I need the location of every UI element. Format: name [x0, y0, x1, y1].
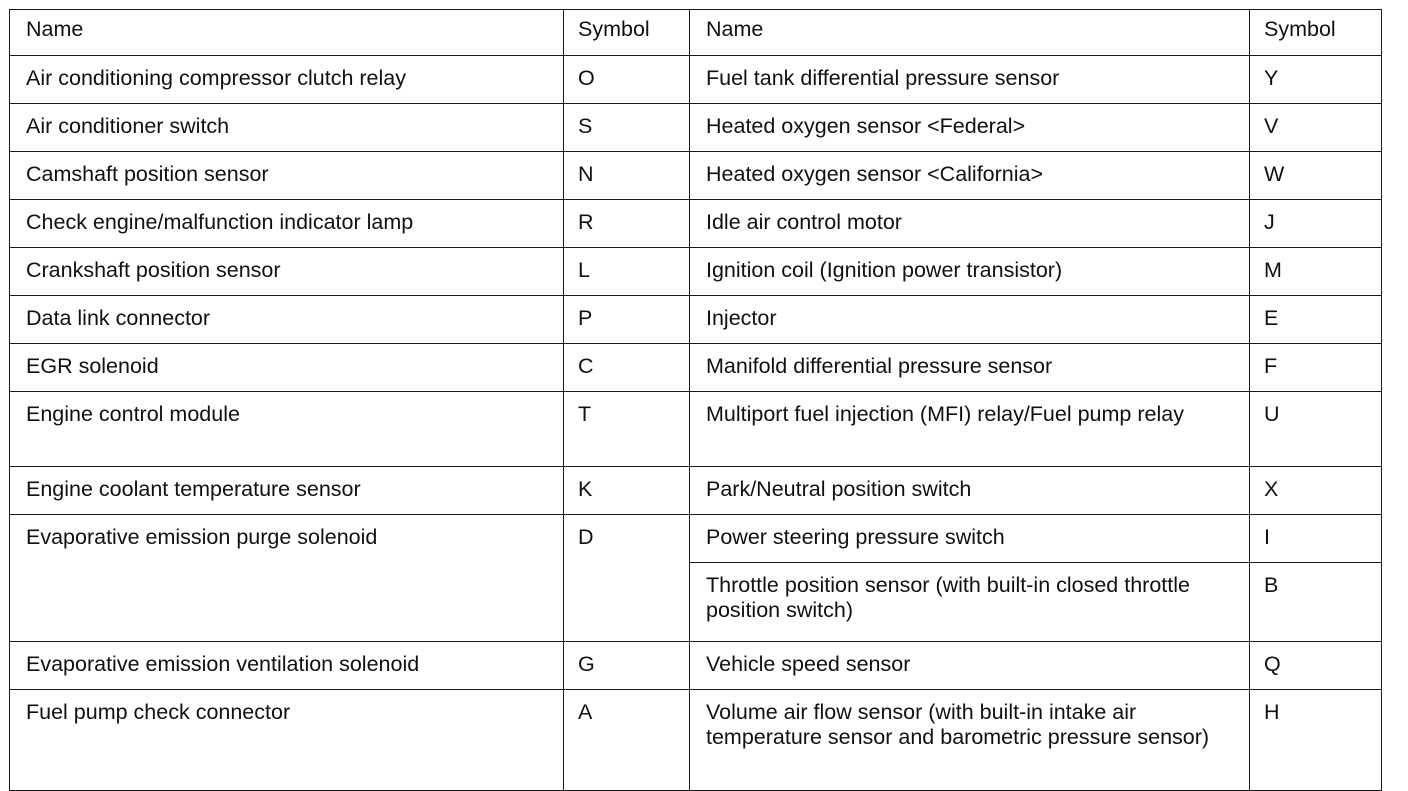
table-row: [10, 56, 1382, 104]
right-name-cell: Volume air flow sensor (with built-in intake air temperature sensor and barometric pressure sensor): [690, 690, 1250, 791]
left-name-cell: Engine control module: [10, 392, 564, 467]
right-symbol-cell: V: [1250, 104, 1382, 152]
right-symbol-cell: W: [1250, 152, 1382, 200]
left-symbol-cell: R: [564, 200, 690, 248]
left-name-cell: Camshaft position sensor: [10, 152, 564, 200]
table-row: [10, 467, 1382, 515]
left-symbol-cell: D: [564, 515, 690, 642]
left-symbol-cell: T: [564, 392, 690, 467]
right-symbol-cell: B: [1250, 563, 1382, 642]
right-symbol-cell: I: [1250, 515, 1382, 563]
right-name-cell: Power steering pressure switch: [690, 515, 1250, 563]
left-name-cell: Fuel pump check connector: [10, 690, 564, 791]
table-row: [10, 152, 1382, 200]
right-symbol-cell: X: [1250, 467, 1382, 515]
table-row: [10, 690, 1382, 791]
left-name-cell: Engine coolant temperature sensor: [10, 467, 564, 515]
left-symbol-cell: A: [564, 690, 690, 791]
right-name-cell: Idle air control motor: [690, 200, 1250, 248]
left-symbol-cell: K: [564, 467, 690, 515]
left-symbol-cell: O: [564, 56, 690, 104]
right-symbol-cell: Y: [1250, 56, 1382, 104]
right-symbol-cell: M: [1250, 248, 1382, 296]
table-row: [10, 344, 1382, 392]
right-name-cell: Multiport fuel injection (MFI) relay/Fuel pump relay: [690, 392, 1250, 467]
left-name-cell: Check engine/malfunction indicator lamp: [10, 200, 564, 248]
right-name-cell: Heated oxygen sensor <California>: [690, 152, 1250, 200]
right-name-cell: Fuel tank differential pressure sensor: [690, 56, 1250, 104]
left-name-cell: Evaporative emission ventilation solenoid: [10, 642, 564, 690]
right-name-cell: Injector: [690, 296, 1250, 344]
left-symbol-cell: P: [564, 296, 690, 344]
left-name-cell: Air conditioner switch: [10, 104, 564, 152]
table-row: [10, 296, 1382, 344]
header-symbol-right: Symbol: [1250, 10, 1382, 56]
table-row: [10, 248, 1382, 296]
right-name-cell: Vehicle speed sensor: [690, 642, 1250, 690]
right-name-cell: Ignition coil (Ignition power transistor): [690, 248, 1250, 296]
left-name-cell: EGR solenoid: [10, 344, 564, 392]
header-name-right: Name: [690, 10, 1250, 56]
right-symbol-cell: H: [1250, 690, 1382, 791]
right-symbol-cell: J: [1250, 200, 1382, 248]
table-header-row: [10, 10, 1382, 56]
header-symbol-left: Symbol: [564, 10, 690, 56]
left-name-cell: Air conditioning compressor clutch relay: [10, 56, 564, 104]
left-symbol-cell: N: [564, 152, 690, 200]
left-name-cell: Crankshaft position sensor: [10, 248, 564, 296]
right-name-cell: Park/Neutral position switch: [690, 467, 1250, 515]
left-symbol-cell: G: [564, 642, 690, 690]
right-symbol-cell: F: [1250, 344, 1382, 392]
left-symbol-cell: C: [564, 344, 690, 392]
component-symbol-table: [9, 9, 1382, 791]
left-symbol-cell: S: [564, 104, 690, 152]
right-symbol-cell: E: [1250, 296, 1382, 344]
table-row: [10, 642, 1382, 690]
table-row: [10, 104, 1382, 152]
right-name-cell: Throttle position sensor (with built-in closed throttle position switch): [690, 563, 1250, 642]
table-row: [10, 515, 1382, 563]
left-symbol-cell: L: [564, 248, 690, 296]
left-name-cell: Evaporative emission purge solenoid: [10, 515, 564, 642]
right-name-cell: Manifold differential pressure sensor: [690, 344, 1250, 392]
left-name-cell: Data link connector: [10, 296, 564, 344]
table-row: [10, 392, 1382, 467]
table-row: [10, 200, 1382, 248]
right-symbol-cell: Q: [1250, 642, 1382, 690]
right-name-cell: Heated oxygen sensor <Federal>: [690, 104, 1250, 152]
header-name-left: Name: [10, 10, 564, 56]
right-symbol-cell: U: [1250, 392, 1382, 467]
